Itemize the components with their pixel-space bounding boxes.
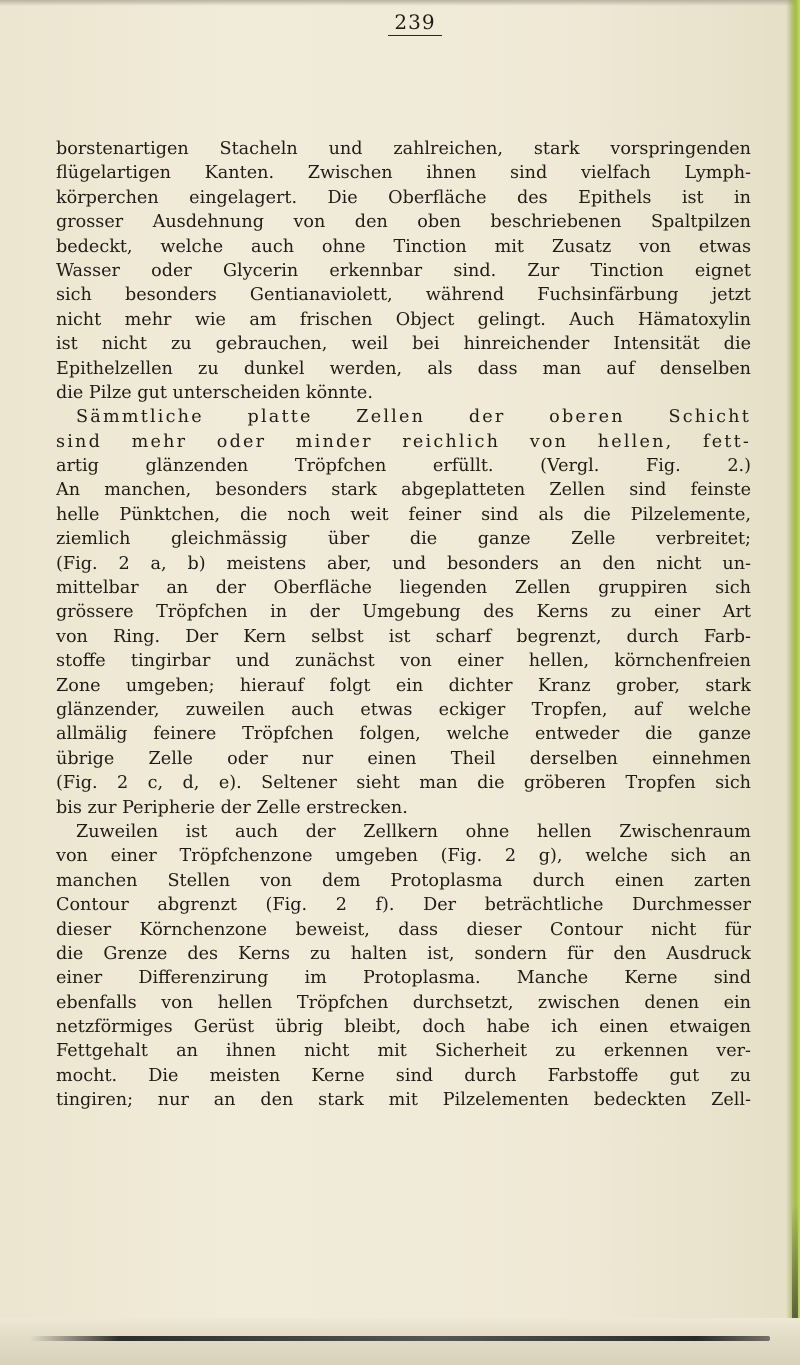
text-line: ziemlich gleichmässig über die ganze Zelle verbreitet; (56, 529, 751, 550)
text-line: manchen Stellen von dem Protoplasma durch einen zarten (56, 870, 751, 891)
page-top-edge (0, 0, 800, 6)
text-line: von Ring. Der Kern selbst ist scharf begrenzt, durch Farb- (56, 626, 751, 647)
text-line-paragraph-end: die Pilze gut unterscheiden könnte. (56, 382, 373, 403)
text-line: grosser Ausdehnung von den oben beschriebenen Spaltpilzen (56, 212, 751, 233)
text-line: borstenartigen Stacheln und zahlreichen, stark vorspringenden (56, 139, 751, 159)
text-line: bedeckt, welche auch ohne Tinction mit Zusatz von etwas (56, 236, 751, 257)
body-text (56, 137, 751, 1113)
text-line: Fettgehalt an ihnen nicht mit Sicherheit zu erkennen ver- (56, 1041, 751, 1062)
text-line: stoffe tingirbar und zunächst von einer hellen, körnchenfreien (56, 651, 751, 672)
text-line: Contour abgrenzt (Fig. 2 f). Der beträchtliche Durchmesser (56, 895, 751, 916)
text-line-spaced: Sämmtliche platte Zellen der oberen Schicht (76, 407, 751, 428)
text-line: einer Differenzirung im Protoplasma. Manche Kerne sind (56, 968, 751, 989)
text-line: (Fig. 2 c, d, e). Seltener sieht man die gröberen Tropfen sich (56, 773, 751, 794)
text-line: artig glänzenden Tröpfchen erfüllt. (Vergl. Fig. 2.) (56, 456, 751, 477)
text-line: (Fig. 2 a, b) meistens aber, und besonders an den nicht un- (56, 553, 751, 574)
text-line-paragraph-start: Zuweilen ist auch der Zellkern ohne hellen Zwischenraum (76, 821, 751, 842)
bottom-rule-divider (30, 1336, 770, 1341)
text-line-spaced: sind mehr oder minder reichlich von hellen, fett- (56, 431, 751, 452)
text-line: tingiren; nur an den stark mit Pilzelementen bedeckten Zell- (56, 1090, 751, 1111)
page-number-text: 239 (388, 10, 441, 36)
text-line: von einer Tröpfchenzone umgeben (Fig. 2 g), welche sich an (56, 846, 751, 867)
text-line: Zone umgeben; hierauf folgt ein dichter Kranz grober, stark (56, 675, 751, 696)
text-line: die Grenze des Kerns zu halten ist, sondern für den Ausdruck (56, 943, 751, 964)
text-line: grössere Tröpfchen in der Umgebung des Kerns zu einer Art (56, 602, 751, 623)
text-line: An manchen, besonders stark abgeplatteten Zellen sind feinste (56, 480, 751, 501)
text-line: allmälig feinere Tröpfchen folgen, welche entweder die ganze (56, 724, 751, 745)
text-line-paragraph-end: bis zur Peripherie der Zelle erstrecken. (56, 797, 408, 818)
text-line: übrige Zelle oder nur einen Theil derselben einnehmen (56, 748, 751, 769)
text-line: körperchen eingelagert. Die Oberfläche des Epithels ist in (56, 187, 751, 208)
text-line: Epithelzellen zu dunkel werden, als dass man auf denselben (56, 358, 751, 379)
page-right-edge (786, 0, 800, 1365)
text-line: mocht. Die meisten Kerne sind durch Farbstoffe gut zu (56, 1065, 751, 1086)
text-line: sich besonders Gentianaviolett, während Fuchsinfärbung jetzt (56, 285, 751, 306)
page-number (0, 10, 800, 36)
text-line: mittelbar an der Oberfläche liegenden Zellen gruppiren sich (56, 578, 751, 599)
text-line: nicht mehr wie am frischen Object gelingt. Auch Hämatoxylin (56, 309, 751, 330)
text-line: dieser Körnchenzone beweist, dass dieser Contour nicht für (56, 919, 751, 940)
text-line: ebenfalls von hellen Tröpfchen durchsetzt, zwischen denen ein (56, 992, 751, 1013)
text-line: glänzender, zuweilen auch etwas eckiger Tropfen, auf welche (56, 699, 751, 720)
page-bottom-edge (0, 1318, 800, 1365)
text-line: flügelartigen Kanten. Zwischen ihnen sind vielfach Lymph- (56, 163, 751, 184)
text-line: helle Pünktchen, die noch weit feiner sind als die Pilzelemente, (56, 504, 751, 525)
text-line: netzförmiges Gerüst übrig bleibt, doch habe ich einen etwaigen (56, 1017, 751, 1038)
text-line: Wasser oder Glycerin erkennbar sind. Zur Tinction eignet (56, 260, 751, 281)
text-line: ist nicht zu gebrauchen, weil bei hinreichender Intensität die (56, 334, 751, 355)
